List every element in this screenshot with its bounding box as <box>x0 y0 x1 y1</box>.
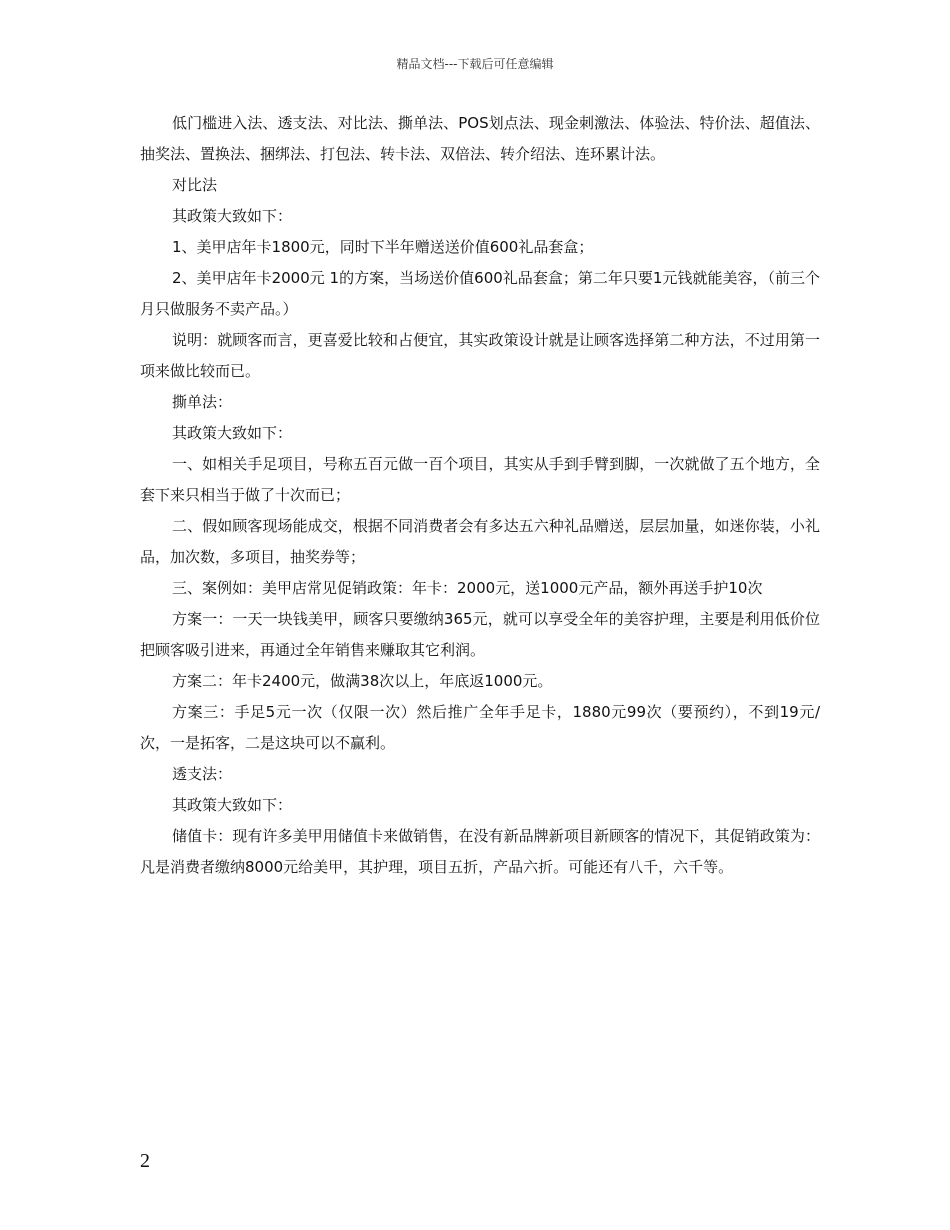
page-number: 2 <box>140 1150 150 1172</box>
paragraph: 储值卡：现有许多美甲用储值卡来做销售，在没有新品牌新项目新顾客的情况下，其促销政策为：凡是消费者缴纳8000元给美甲，其护理，项目五折，产品六折。可能还有八千，六千等。 <box>140 827 820 876</box>
paragraph: 一、如相关手足项目，号称五百元做一百个项目，其实从手到手臂到脚，一次就做了五个地方，全套下来只相当于做了十次而已； <box>140 455 820 504</box>
paragraph: 三、案例如：美甲店常见促销政策：年卡：2000元，送1000元产品，额外再送手护10次 <box>172 579 763 597</box>
paragraph: 其政策大致如下： <box>172 796 293 814</box>
paragraph: 其政策大致如下： <box>172 207 293 225</box>
document-body <box>140 108 820 883</box>
paragraph: 2、美甲店年卡2000元 1的方案，当场送价值600礼品套盒；第二年只要1元钱就能美容，（前三个月只做服务不卖产品。） <box>140 269 820 318</box>
paragraph: 方案一：一天一块钱美甲，顾客只要缴纳365元，就可以享受全年的美容护理，主要是利用低价位把顾客吸引进来，再通过全年销售来赚取其它利润。 <box>140 610 820 659</box>
section-heading-tear-order: 撕单法： <box>172 393 233 411</box>
page-header: 精品文档---下载后可任意编辑 <box>396 57 554 71</box>
paragraph: 方案二：年卡2400元，做满38次以上，年底返1000元。 <box>172 672 553 690</box>
paragraph-methods-list: 低门槛进入法、透支法、对比法、撕单法、POS划点法、现金刺激法、体验法、特价法、超值法、抽奖法、置换法、捆绑法、打包法、转卡法、双倍法、转介绍法、连环累计法。 <box>140 114 820 163</box>
section-heading-overdraft: 透支法： <box>172 765 233 783</box>
paragraph: 说明：就顾客而言，更喜爱比较和占便宜，其实政策设计就是让顾客选择第二种方法，不过用第一项来做比较而已。 <box>140 331 820 380</box>
section-heading-comparison: 对比法 <box>172 176 218 194</box>
paragraph: 二、假如顾客现场能成交，根据不同消费者会有多达五六种礼品赠送，层层加量，如迷你装，小礼品，加次数，多项目，抽奖券等； <box>140 517 820 566</box>
paragraph: 方案三：手足5元一次（仅限一次）然后推广全年手足卡，1880元99次（要预约），不到19元/次，一是拓客，二是这块可以不赢利。 <box>140 703 820 752</box>
paragraph: 其政策大致如下： <box>172 424 293 442</box>
paragraph: 1、美甲店年卡1800元，同时下半年赠送送价值600礼品套盒； <box>172 238 594 256</box>
